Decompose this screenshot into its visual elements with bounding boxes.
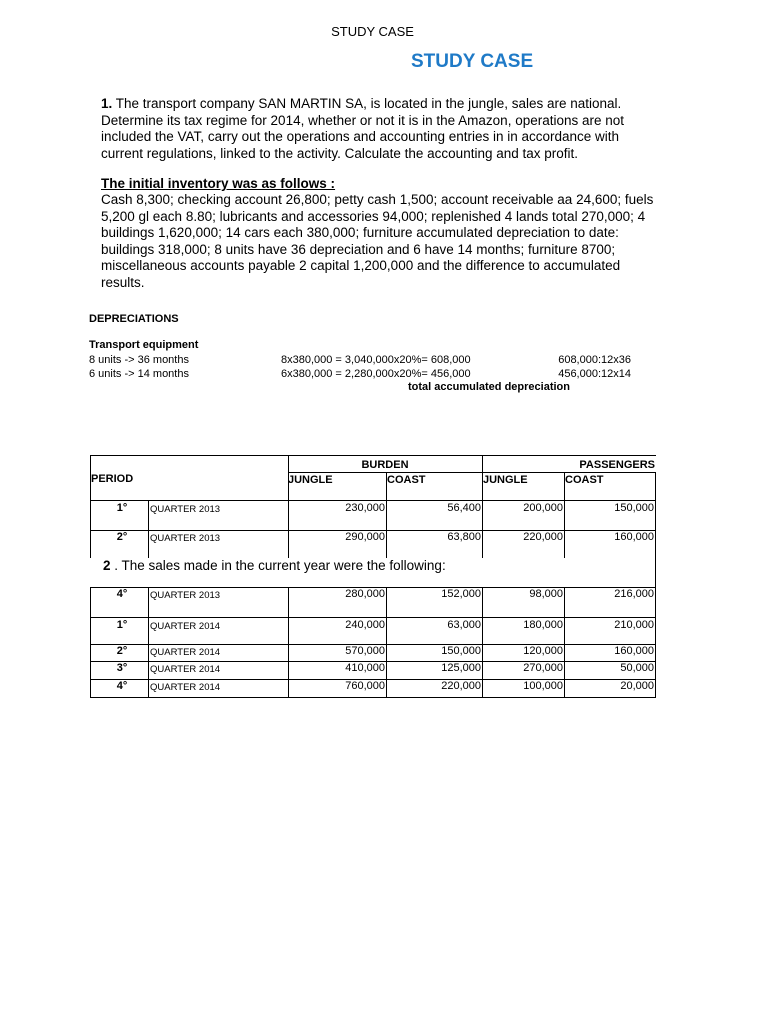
depreciation-row-result: 456,000:12x14 <box>558 368 631 380</box>
row-period-number: 2° <box>116 531 128 543</box>
row-value: 56,400 <box>447 502 481 514</box>
row-value: 152,000 <box>441 588 481 600</box>
row-period-number: 1° <box>116 502 128 514</box>
table-line <box>148 587 149 698</box>
sales-note-number: 2 <box>103 558 111 573</box>
row-value: 120,000 <box>523 645 563 657</box>
row-value: 160,000 <box>614 645 654 657</box>
row-value: 216,000 <box>614 588 654 600</box>
depreciation-row-label: 6 units -> 14 months <box>89 368 189 380</box>
row-value: 570,000 <box>345 645 385 657</box>
row-value: 98,000 <box>529 588 563 600</box>
row-period-number: 3° <box>116 662 128 674</box>
table-line <box>90 500 656 501</box>
passengers-header: PASSENGERS <box>579 459 655 471</box>
row-quarter: QUARTER 2014 <box>150 621 221 632</box>
table-line <box>90 697 656 698</box>
row-value: 230,000 <box>345 502 385 514</box>
period-header: PERIOD <box>91 473 134 485</box>
burden-coast-header: COAST <box>387 474 426 486</box>
row-value: 220,000 <box>523 531 563 543</box>
row-period-number: 2° <box>116 645 128 657</box>
table-line <box>386 587 387 698</box>
row-value: 270,000 <box>523 662 563 674</box>
page-header: STUDY CASE <box>331 24 414 39</box>
row-value: 50,000 <box>620 662 654 674</box>
inventory-heading: The initial inventory was as follows : <box>101 176 336 191</box>
row-value: 63,800 <box>447 531 481 543</box>
question-1-paragraph <box>101 96 661 162</box>
depreciation-row-calc: 6x380,000 = 2,280,000x20%= 456,000 <box>281 368 471 380</box>
row-value: 200,000 <box>523 502 563 514</box>
row-quarter: QUARTER 2014 <box>150 664 221 675</box>
table-line <box>655 558 656 698</box>
table-line <box>655 472 656 558</box>
depreciation-row-result: 608,000:12x36 <box>558 354 631 366</box>
row-period-number: 1° <box>116 619 128 631</box>
page-title: STUDY CASE <box>411 51 534 72</box>
row-value: 290,000 <box>345 531 385 543</box>
row-value: 20,000 <box>620 680 654 692</box>
question-1-text: The transport company SAN MARTIN SA, is located in the jungle, sales are national. Determine its tax regime for 2014, whether or not it is in the Amazon, operations are not included the VAT, carry out the operations and accounting entries in in accordance with current regulations, linked to the activity. Calculate the accounting and tax profit. <box>101 96 625 161</box>
row-value: 150,000 <box>441 645 481 657</box>
table-line <box>90 617 656 618</box>
total-depreciation-label: total accumulated depreciation <box>408 381 570 393</box>
row-quarter: QUARTER 2014 <box>150 682 221 693</box>
depreciation-row-label: 8 units -> 36 months <box>89 354 189 366</box>
depreciations-title: DEPRECIATIONS <box>89 313 179 325</box>
table-line <box>90 455 656 456</box>
row-period-number: 4° <box>116 588 128 600</box>
row-value: 240,000 <box>345 619 385 631</box>
row-value: 100,000 <box>523 680 563 692</box>
table-line <box>288 472 656 473</box>
row-period-number: 4° <box>116 680 128 692</box>
row-value: 180,000 <box>523 619 563 631</box>
passengers-coast-header: COAST <box>565 474 604 486</box>
row-value: 760,000 <box>345 680 385 692</box>
depreciation-row-calc: 8x380,000 = 3,040,000x20%= 608,000 <box>281 354 471 366</box>
sales-note <box>103 558 446 573</box>
burden-header: BURDEN <box>361 459 409 471</box>
row-value: 280,000 <box>345 588 385 600</box>
row-value: 63,000 <box>447 619 481 631</box>
row-value: 150,000 <box>614 502 654 514</box>
row-quarter: QUARTER 2013 <box>150 590 221 601</box>
row-value: 410,000 <box>345 662 385 674</box>
question-1-number: 1. <box>101 96 113 111</box>
table-line <box>148 500 149 558</box>
row-value: 160,000 <box>614 531 654 543</box>
passengers-jungle-header: JUNGLE <box>483 474 528 486</box>
transport-equipment-title: Transport equipment <box>89 339 199 351</box>
inventory-text: Cash 8,300; checking account 26,800; petty cash 1,500; account receivable aa 24,600; fuels 5,200 gl each 8.80; lubricants and accessories 94,000; replenished 4 lands total 270,000; 4 buildings 1,620,000; 14 cars each 380,000; furniture accumulated depreciation to date: buildings 318,000; 8 units have 36 depreciation and 6 have 14 months; furniture 8700; miscellaneous accounts payable 2 capital 1,200,000 and the difference to accumulated results. <box>101 192 654 290</box>
row-value: 220,000 <box>441 680 481 692</box>
row-value: 210,000 <box>614 619 654 631</box>
burden-jungle-header: JUNGLE <box>288 474 333 486</box>
row-quarter: QUARTER 2014 <box>150 647 221 658</box>
row-quarter: QUARTER 2013 <box>150 504 221 515</box>
table-line <box>288 587 289 698</box>
row-value: 125,000 <box>441 662 481 674</box>
row-quarter: QUARTER 2013 <box>150 533 221 544</box>
sales-note-text: . The sales made in the current year were the following: <box>110 558 446 573</box>
